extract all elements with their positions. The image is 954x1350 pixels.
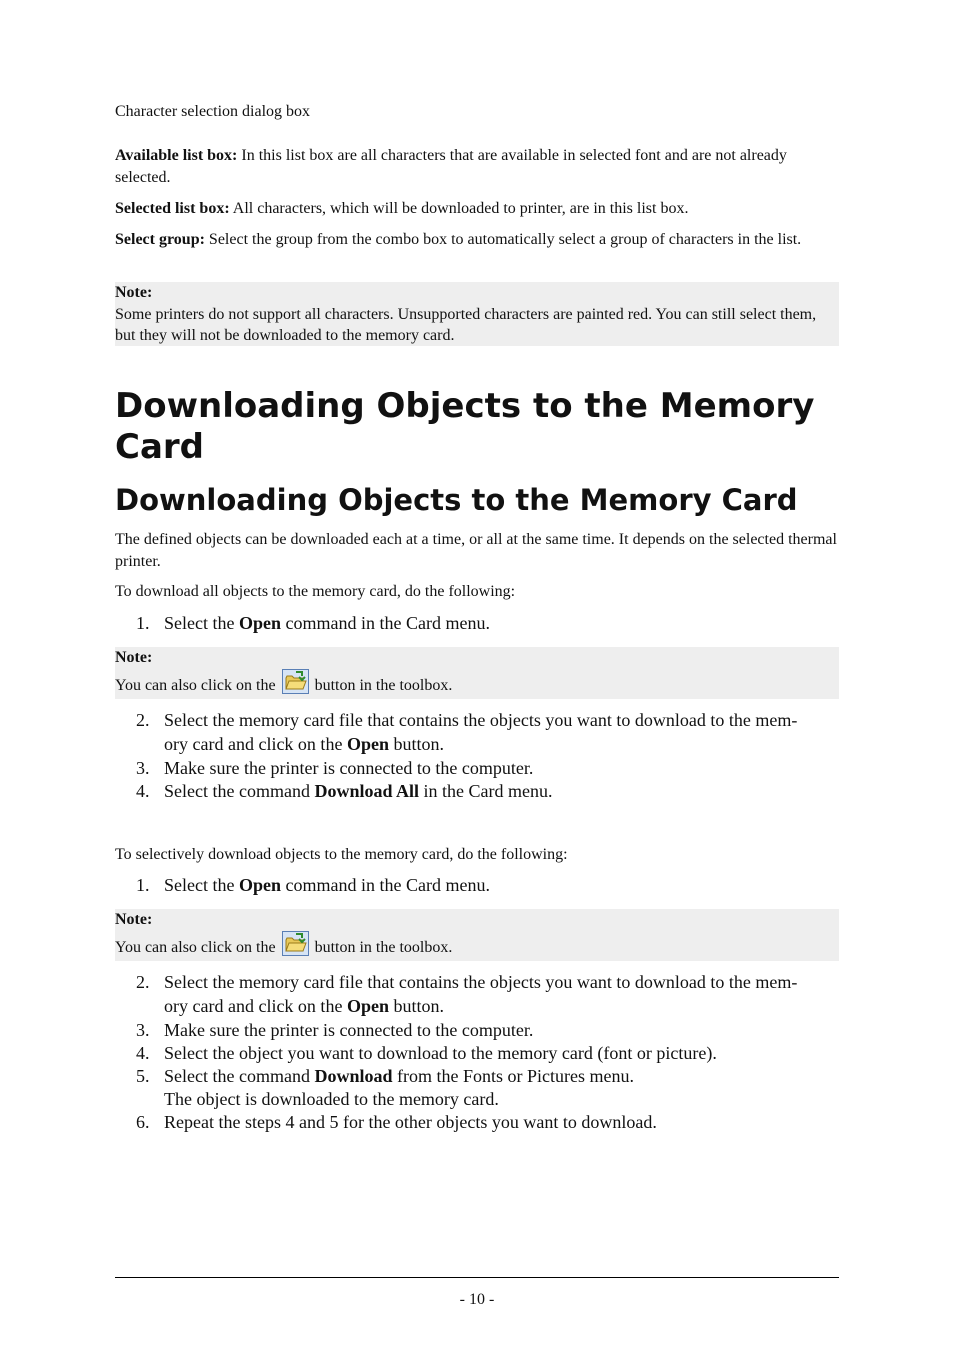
note-unsupported-characters bbox=[115, 282, 839, 346]
note-title: Note: bbox=[115, 284, 153, 301]
note-text-after: button in the toolbox. bbox=[314, 676, 453, 694]
section-heading: Downloading Objects to the Memory Card bbox=[115, 483, 798, 517]
intro-paragraph: The defined objects can be downloaded each at a time, or all at the same time. It depends on the selected thermal printer. bbox=[115, 531, 837, 570]
definition-term: Selected list box: bbox=[115, 200, 230, 217]
open-folder-icon[interactable] bbox=[282, 669, 309, 694]
selective-download-intro: To selectively download objects to the memory card, do the following: bbox=[115, 846, 568, 863]
note-toolbox-open bbox=[115, 647, 839, 699]
note-text-after: button in the toolbox. bbox=[314, 938, 453, 956]
figure-caption: Character selection dialog box bbox=[115, 103, 311, 120]
note-text-before: You can also click on the bbox=[115, 938, 276, 956]
definition-selected bbox=[115, 198, 839, 220]
chapter-heading: Downloading Objects to the Memory Card bbox=[115, 386, 815, 467]
list-item: 6. Repeat the steps 4 and 5 for the other objects you want to download. bbox=[136, 1112, 657, 1132]
definition-text: All characters, which will be downloaded to printer, are in this list box. bbox=[229, 200, 689, 217]
list-item: 3. Make sure the printer is connected to the computer. bbox=[136, 1020, 534, 1040]
download-all-steps-b bbox=[115, 709, 839, 803]
download-all-steps-a bbox=[115, 612, 839, 635]
list-item: 1. Select the Open command in the Card menu. bbox=[136, 875, 490, 895]
note-text: Some printers do not support all characters. Unsupported characters are painted red. You can still select them, but they will not be downloaded to the memory card. bbox=[115, 305, 817, 344]
list-item: 4. Select the command Download All in the Card menu. bbox=[136, 781, 553, 801]
selective-steps-a bbox=[115, 874, 839, 897]
definition-available bbox=[115, 145, 839, 188]
list-item: 2. Select the memory card file that contains the objects you want to download to the mem- ory card and click on the Open button. bbox=[136, 710, 798, 754]
definition-term: Available list box: bbox=[115, 147, 238, 164]
definition-text: Select the group from the combo box to automatically select a group of characters in the list. bbox=[204, 231, 802, 248]
page-number: - 10 - bbox=[459, 1291, 495, 1308]
list-item: 1. Select the Open command in the Card menu. bbox=[136, 613, 490, 633]
download-all-intro: To download all objects to the memory card, do the following: bbox=[115, 583, 516, 600]
list-item: 4. Select the object you want to download to the memory card (font or picture). bbox=[136, 1043, 717, 1063]
list-item: 2. Select the memory card file that contains the objects you want to download to the mem- ory card and click on the Open button. bbox=[136, 972, 798, 1016]
note-title: Note: bbox=[115, 649, 153, 666]
definition-select-group bbox=[115, 229, 839, 251]
list-item: 3. Make sure the printer is connected to the computer. bbox=[136, 758, 534, 778]
note-text-before: You can also click on the bbox=[115, 676, 276, 694]
definition-text: In this list box are all characters that are available in selected font and are not already selected. bbox=[115, 147, 787, 186]
note-toolbox-open-2 bbox=[115, 909, 839, 961]
footer-divider bbox=[115, 1277, 839, 1278]
selective-steps-b bbox=[115, 971, 839, 1134]
list-item: 5. Select the command Download from the Fonts or Pictures menu. The object is downloaded to the memory card. bbox=[136, 1066, 634, 1109]
note-title: Note: bbox=[115, 911, 153, 928]
definition-term: Select group: bbox=[115, 231, 205, 248]
open-folder-icon[interactable] bbox=[282, 931, 309, 956]
